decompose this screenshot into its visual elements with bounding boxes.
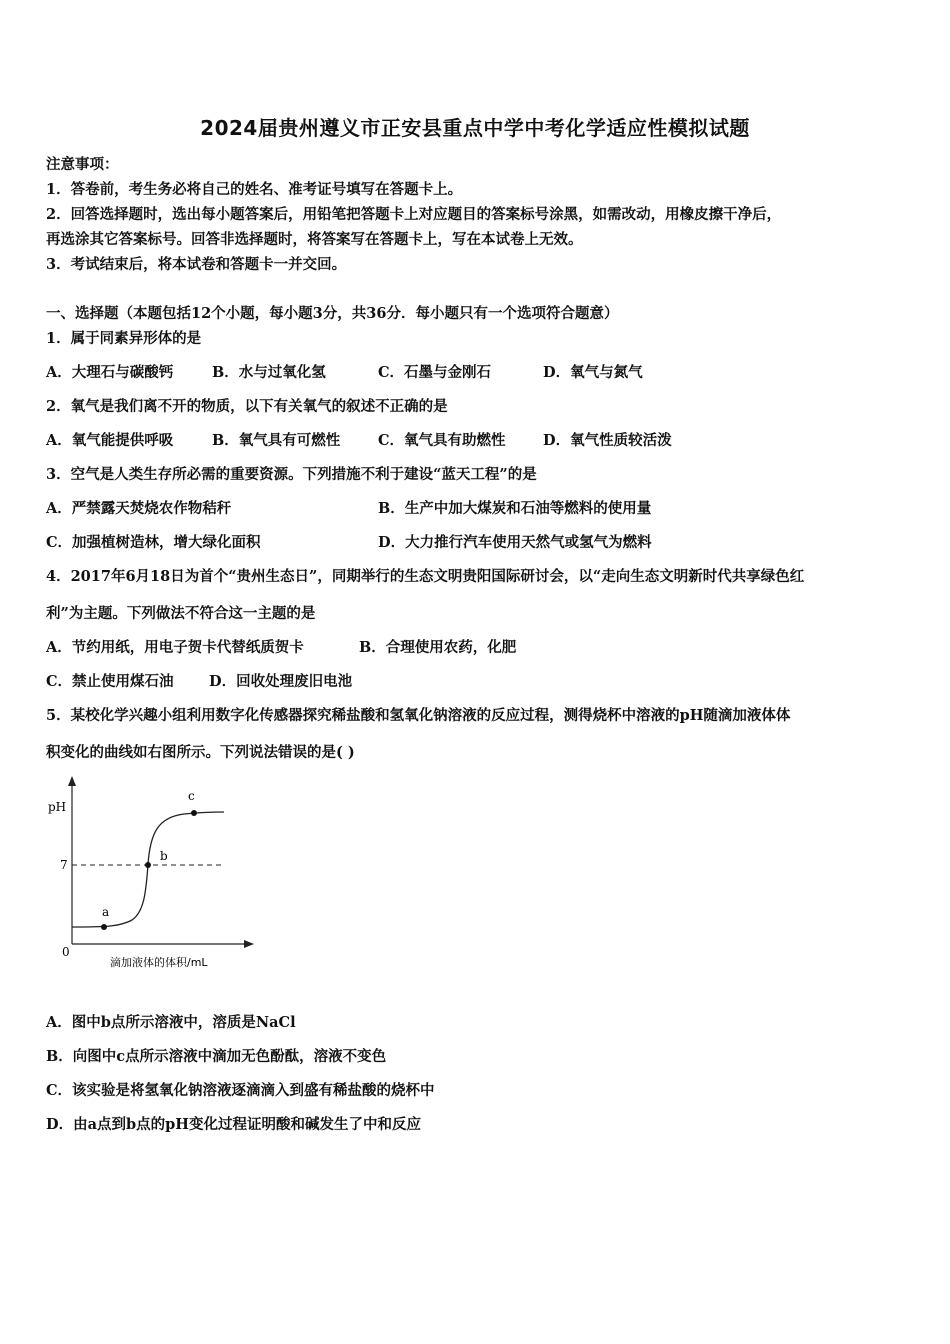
question-4-stem-cont: 利”为主题。下列做法不符合这一主题的是 bbox=[46, 605, 316, 622]
q2-option-a[interactable]: A．氧气能提供呼吸 bbox=[46, 432, 174, 449]
point-b bbox=[145, 862, 151, 868]
ph-curve bbox=[72, 812, 224, 927]
q5-option-b[interactable]: B．向图中c点所示溶液中滴加无色酚酞，溶液不变色 bbox=[46, 1048, 387, 1065]
q1-option-b[interactable]: B．水与过氧化氢 bbox=[212, 364, 326, 381]
x-axis-arrow-icon bbox=[244, 940, 254, 948]
q4-option-a[interactable]: A．节约用纸，用电子贺卡代替纸质贺卡 bbox=[46, 639, 304, 656]
q5-option-c[interactable]: C．该实验是将氢氧化钠溶液逐滴滴入到盛有稀盐酸的烧杯中 bbox=[46, 1082, 435, 1099]
q4-option-d[interactable]: D．回收处理废旧电池 bbox=[209, 673, 353, 690]
point-a-label: a bbox=[102, 905, 110, 919]
q2-option-b[interactable]: B．氧气具有可燃性 bbox=[212, 432, 341, 449]
origin-label: 0 bbox=[62, 945, 70, 959]
question-2-stem: 2．氧气是我们离不开的物质，以下有关氧气的叙述不正确的是 bbox=[46, 398, 448, 415]
notice-item: 2．回答选择题时，选出每小题答案后，用铅笔把答题卡上对应题目的答案标号涂黑，如需改动，用橡皮擦干净后， bbox=[46, 206, 782, 223]
q3-option-a[interactable]: A．严禁露天焚烧农作物秸秆 bbox=[46, 500, 232, 517]
point-c bbox=[191, 810, 197, 816]
notice-heading: 注意事项： bbox=[46, 156, 119, 173]
q3-option-b[interactable]: B．生产中加大煤炭和石油等燃料的使用量 bbox=[378, 500, 652, 517]
q1-option-c[interactable]: C．石墨与金刚石 bbox=[378, 364, 492, 381]
question-1-stem: 1．属于同素异形体的是 bbox=[46, 330, 202, 347]
y-axis-arrow-icon bbox=[68, 776, 76, 786]
question-4-stem: 4．2017年6月18日为首个“贵州生态日”，同期举行的生态文明贵阳国际研讨会，以“走向生态文明新时代共享绿色红 bbox=[46, 568, 805, 585]
point-a bbox=[101, 924, 107, 930]
q2-option-c[interactable]: C．氧气具有助燃性 bbox=[378, 432, 506, 449]
notice-item: 再选涂其它答案标号。回答非选择题时，将答案写在答题卡上，写在本试卷上无效。 bbox=[46, 231, 583, 248]
ph-curve-figure bbox=[44, 772, 264, 972]
section-heading: 一、选择题（本题包括12个小题，每小题3分，共36分．每小题只有一个选项符合题意） bbox=[46, 305, 619, 322]
question-5-stem: 5．某校化学兴趣小组利用数字化传感器探究稀盐酸和氢氧化钠溶液的反应过程，测得烧杯中溶液的pH随滴加液体体 bbox=[46, 707, 791, 724]
notice-item: 1．答卷前，考生务必将自己的姓名、准考证号填写在答题卡上。 bbox=[46, 181, 463, 198]
y-tick-7: 7 bbox=[60, 858, 68, 872]
q3-option-d[interactable]: D．大力推行汽车使用天然气或氢气为燃料 bbox=[378, 534, 652, 551]
q1-option-d[interactable]: D．氧气与氮气 bbox=[543, 364, 643, 381]
question-5-stem-cont: 积变化的曲线如右图所示。下列说法错误的是( ) bbox=[46, 744, 355, 761]
q4-option-b[interactable]: B．合理使用农药，化肥 bbox=[359, 639, 517, 656]
q5-option-a[interactable]: A．图中b点所示溶液中，溶质是NaCl bbox=[46, 1014, 296, 1031]
q1-option-a[interactable]: A．大理石与碳酸钙 bbox=[46, 364, 174, 381]
q4-option-c[interactable]: C．禁止使用煤石油 bbox=[46, 673, 174, 690]
notice-item: 3．考试结束后，将本试卷和答题卡一并交回。 bbox=[46, 256, 347, 273]
q2-option-d[interactable]: D．氧气性质较活泼 bbox=[543, 432, 672, 449]
point-b-label: b bbox=[160, 849, 168, 863]
point-c-label: c bbox=[188, 789, 195, 803]
page-title: 2024届贵州遵义市正安县重点中学中考化学适应性模拟试题 bbox=[200, 116, 750, 140]
x-axis-label: 滴加液体的体积/mL bbox=[110, 956, 208, 969]
q5-option-d[interactable]: D．由a点到b点的pH变化过程证明酸和碱发生了中和反应 bbox=[46, 1116, 421, 1133]
y-axis-label: pH bbox=[48, 800, 67, 814]
q3-option-c[interactable]: C．加强植树造林，增大绿化面积 bbox=[46, 534, 261, 551]
question-3-stem: 3．空气是人类生存所必需的重要资源。下列措施不利于建设“蓝天工程”的是 bbox=[46, 466, 537, 483]
